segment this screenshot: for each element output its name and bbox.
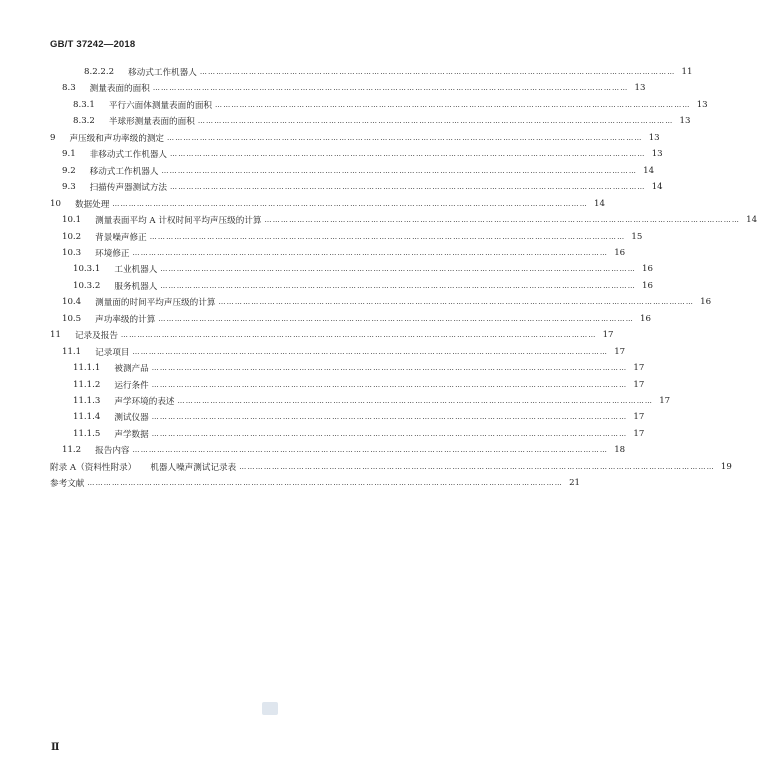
toc-leader-dots: ………………………………………………………………………………………………………………………………………………………… xyxy=(160,265,636,274)
toc-leader-dots: ………………………………………………………………………………………………………………………………………………………… xyxy=(218,298,695,307)
toc-entry-title: 声功率级的计算 xyxy=(95,314,156,325)
toc-entry[interactable] xyxy=(62,80,646,96)
toc-entry[interactable] xyxy=(62,294,712,310)
toc-entry-title: 测量面的时间平均声压级的计算 xyxy=(95,298,216,309)
toc-entry[interactable] xyxy=(73,261,653,277)
toc-entry-page: 16 xyxy=(614,247,626,258)
toc-leader-dots: ………………………………………………………………………………………………………………………………………………………… xyxy=(170,150,646,159)
toc-entry[interactable] xyxy=(84,64,693,80)
toc-leader-dots: ………………………………………………………………………………………………………………………………………………………… xyxy=(161,166,638,175)
toc-entry[interactable] xyxy=(62,146,663,162)
toc-entry-title: 移动式工作机器人 xyxy=(89,166,159,177)
toc-entry-title: 记录及报告 xyxy=(74,331,118,342)
toc-entry-title: 工业机器人 xyxy=(114,265,158,276)
toc-leader-dots: ………………………………………………………………………………………………………………………………………………………… xyxy=(177,397,654,405)
toc-entry-title: 测量表面平均 A 计权时间平均声压级的计算 xyxy=(95,216,262,227)
toc-leader-dots: ………………………………………………………………………………………………………………………………………………………… xyxy=(151,380,628,389)
toc-entry-title: 声学数据 xyxy=(114,429,149,440)
toc-leader-dots: ………………………………………………………………………………………………………………………………………………………… xyxy=(158,314,634,323)
toc-entry-number: 10.3 xyxy=(62,247,82,258)
toc-entry-title: 运行条件 xyxy=(114,380,149,391)
toc-entry-page: 18 xyxy=(614,445,626,456)
toc-entry-number: 11.1.1 xyxy=(73,363,101,374)
toc-entry-page: 13 xyxy=(696,99,708,110)
toc-entry[interactable] xyxy=(62,442,626,458)
toc-entry-number: 9.2 xyxy=(62,165,76,176)
toc-leader-dots: ………………………………………………………………………………………………………………………………………………………… xyxy=(151,413,628,422)
toc-leader-dots: ………………………………………………………………………………………………………………………………………………………… xyxy=(151,364,628,373)
toc-entry-page: 13 xyxy=(679,116,691,127)
toc-entry-number: 9.3 xyxy=(62,182,76,193)
toc-entry-page: 16 xyxy=(642,264,653,275)
toc-entry-number: 11.2 xyxy=(62,445,82,456)
toc-entry[interactable] xyxy=(73,409,645,425)
toc-leader-dots: ………………………………………………………………………………………………………………………………………………………… xyxy=(199,68,676,76)
toc-entry-title: 被测产品 xyxy=(114,364,149,375)
toc-entry-page: 14 xyxy=(746,215,757,226)
toc-entry-page: 21 xyxy=(569,478,580,489)
toc-entry-number: 11 xyxy=(50,330,61,341)
toc-entry-number: 10.1 xyxy=(62,215,82,226)
toc-entry-page: 19 xyxy=(720,461,732,472)
toc-entry-title: 半球形测量表面的面积 xyxy=(108,117,195,128)
toc-entry[interactable] xyxy=(62,229,643,245)
toc-entry-number: 参考文献 xyxy=(50,479,85,490)
toc-leader-dots: ………………………………………………………………………………………………………………………………………………………… xyxy=(151,429,628,438)
toc-entry-page: 14 xyxy=(643,165,655,176)
toc-entry-title: 移动式工作机器人 xyxy=(128,68,197,78)
toc-entry-number: 11.1.4 xyxy=(73,412,101,423)
toc-leader-dots: ………………………………………………………………………………………………………………………………………………………… xyxy=(120,331,597,340)
toc-leader-dots: ………………………………………………………………………………………………………………………………………………………… xyxy=(170,183,646,192)
toc-entry[interactable] xyxy=(73,393,671,409)
toc-entry-number: 10.3.2 xyxy=(73,280,101,291)
toc-entry-number: 10.5 xyxy=(62,313,82,324)
toc-entry-number: 8.3.1 xyxy=(73,99,95,110)
toc-entry-number: 8.2.2.2 xyxy=(84,67,115,77)
toc-entry-number: 附录 A（资料性附录） xyxy=(50,462,137,473)
toc-leader-dots: ………………………………………………………………………………………………………………………………………………………… xyxy=(167,133,643,142)
toc-entry[interactable] xyxy=(50,196,605,212)
toc-entry-number: 10.3.1 xyxy=(73,264,101,275)
toc-entry-page: 17 xyxy=(633,412,645,423)
toc-entry-title: 声压级和声功率级的测定 xyxy=(69,133,165,144)
toc-entry-number: 10 xyxy=(50,198,61,209)
toc-leader-dots: ………………………………………………………………………………………………………………………………………………………… xyxy=(239,462,715,471)
toc-entry-page: 13 xyxy=(651,149,663,160)
toc-entry-title: 记录项目 xyxy=(95,347,130,358)
toc-entry-title: 测量表面的面积 xyxy=(89,84,150,95)
toc-entry-page: 17 xyxy=(659,396,671,406)
toc-leader-dots: ………………………………………………………………………………………………………………………………………………………… xyxy=(152,84,629,93)
toc-entry-number: 9 xyxy=(50,132,56,143)
toc-entry-page: 13 xyxy=(634,83,646,94)
toc-entry-number: 9.1 xyxy=(62,149,76,160)
toc-entry-number: 8.3.2 xyxy=(73,116,95,127)
toc-entry-title: 环境修正 xyxy=(95,248,130,259)
toc-entry[interactable] xyxy=(73,377,645,393)
toc-entry-title: 报告内容 xyxy=(95,446,130,457)
toc-leader-dots: ………………………………………………………………………………………………………………………………………………………… xyxy=(87,479,563,488)
toc-entry[interactable] xyxy=(62,212,757,228)
toc-leader-dots: ………………………………………………………………………………………………………………………………………………………… xyxy=(197,117,674,126)
toc-entry-title: 扫描传声器测试方法 xyxy=(89,183,168,194)
toc-entry[interactable] xyxy=(73,97,708,113)
toc-entry-page: 17 xyxy=(602,330,614,341)
toc-entry-page: 14 xyxy=(594,198,605,209)
toc-entry[interactable] xyxy=(73,360,645,376)
toc-leader-dots: ………………………………………………………………………………………………………………………………………………………… xyxy=(215,100,691,109)
toc-entry-page: 17 xyxy=(633,379,645,390)
toc-entry[interactable] xyxy=(50,459,732,475)
toc-leader-dots: ………………………………………………………………………………………………………………………………………………………… xyxy=(132,446,609,455)
toc-leader-dots: ………………………………………………………………………………………………………………………………………………………… xyxy=(264,216,741,225)
toc-entry-page: 11 xyxy=(681,67,693,77)
toc-entry[interactable] xyxy=(62,311,651,327)
toc-entry-page: 13 xyxy=(648,132,660,143)
toc-entry-number: 11.1.5 xyxy=(73,428,101,439)
standard-code-header: GB/T 37242—2018 xyxy=(50,39,136,50)
toc-leader-dots: ………………………………………………………………………………………………………………………………………………………… xyxy=(149,232,626,241)
toc-entry[interactable] xyxy=(62,245,626,261)
toc-entry[interactable] xyxy=(50,327,614,343)
toc-entry-page: 14 xyxy=(651,182,663,193)
toc-entry-number: 10.2 xyxy=(62,231,82,242)
toc-leader-dots: ………………………………………………………………………………………………………………………………………………………… xyxy=(112,199,588,208)
page-folio: Ⅱ xyxy=(51,742,60,753)
toc-entry[interactable] xyxy=(50,130,660,146)
toc-entry-title: 背景噪声修正 xyxy=(95,232,147,243)
toc-entry-page: 16 xyxy=(700,297,712,308)
toc-entry-title: 测试仪器 xyxy=(114,413,149,424)
toc-entry-title: 机器人噪声测试记录表 xyxy=(150,462,237,473)
toc-entry[interactable] xyxy=(62,179,663,195)
toc-leader-dots: ………………………………………………………………………………………………………………………………………………………… xyxy=(160,281,636,290)
toc-entry-title: 服务机器人 xyxy=(114,281,158,292)
toc-leader-dots: ………………………………………………………………………………………………………………………………………………………… xyxy=(132,248,609,257)
toc-entry[interactable] xyxy=(73,278,653,294)
toc-entry-page: 15 xyxy=(631,231,643,242)
toc-entry[interactable] xyxy=(73,426,645,442)
toc-entry[interactable] xyxy=(50,475,580,491)
toc-entry-number: 11.1.2 xyxy=(73,379,101,390)
toc-entry-number: 11.1.3 xyxy=(73,396,101,406)
toc-leader-dots: ………………………………………………………………………………………………………………………………………………………… xyxy=(132,347,609,356)
toc-entry-page: 17 xyxy=(633,428,645,439)
toc-entry-page: 17 xyxy=(633,363,645,374)
toc-entry[interactable] xyxy=(73,113,691,129)
toc-entry-number: 11.1 xyxy=(62,346,82,357)
toc-entry-title: 数据处理 xyxy=(74,199,110,210)
toc-entry-title: 非移动式工作机器人 xyxy=(89,150,168,161)
toc-entry[interactable] xyxy=(62,344,626,360)
toc-entry[interactable] xyxy=(62,163,655,179)
toc-entry-number: 10.4 xyxy=(62,297,82,308)
toc-entry-page: 17 xyxy=(614,346,626,357)
watermark-logo xyxy=(262,702,278,715)
toc-entry-page: 16 xyxy=(639,313,651,324)
toc-entry-title: 平行六面体测量表面的面积 xyxy=(108,100,213,111)
toc-entry-page: 16 xyxy=(642,280,653,291)
toc-entry-title: 声学环境的表述 xyxy=(114,397,175,407)
toc-entry-number: 8.3 xyxy=(62,83,76,94)
